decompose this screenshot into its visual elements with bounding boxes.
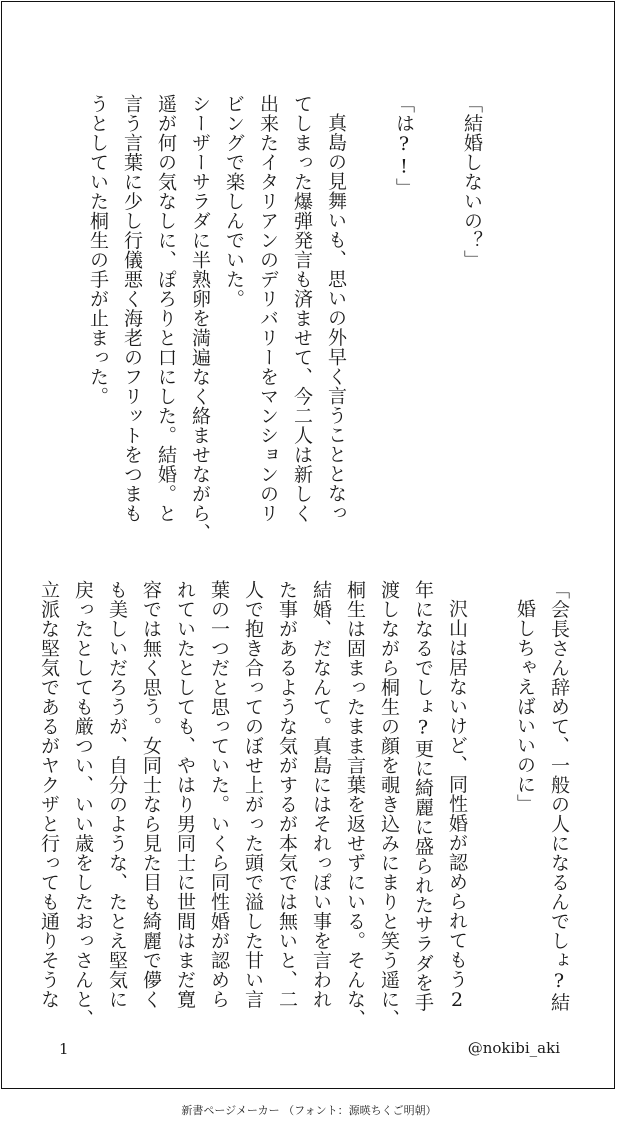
text-line: 沢山は居ないけど、同性婚が認められてもう2 bbox=[446, 599, 468, 1012]
footer-credit: 新書ページメーカー （フォント：源暎ちくご明朝） bbox=[181, 1104, 437, 1117]
text-line: れていたとしても、やはり男同士に世間はまだ寛 bbox=[174, 580, 196, 1009]
text-line: 「は?!」 bbox=[393, 94, 415, 198]
book-page bbox=[1, 1, 615, 1089]
blank-line bbox=[421, 94, 455, 534]
text-line: 「会長さん辞めて、一般の人になるんでしょ?結 bbox=[548, 580, 570, 1012]
text-block-bottom bbox=[32, 580, 576, 1029]
text-line: も美しいだろうが、自分のような、たとえ堅気に bbox=[106, 580, 128, 1009]
text-line: 戻ったとしても厳つい、いい歳をしたおっさんと、 bbox=[72, 580, 94, 1029]
blank-line bbox=[474, 580, 508, 1010]
text-line: シーザーサラダに半熟卵を満遍なく絡ませながら、 bbox=[189, 94, 211, 543]
text-line: 「結婚しないの？」 bbox=[461, 94, 483, 270]
text-line: 葉の一つだと思っていた。いくら同性婚が認めら bbox=[208, 580, 230, 1009]
text-line: 結婚、だなんて。真島にはそれっぽい事を言われ bbox=[310, 580, 332, 1009]
page-number: 1 bbox=[59, 1040, 69, 1058]
text-line: 年になるでしょ?更に綺麗に盛られたサラダを手 bbox=[412, 580, 434, 1012]
author-handle: @nokibi_aki bbox=[467, 1039, 560, 1057]
text-line: ビングで楽しんでいた。 bbox=[223, 94, 245, 309]
text-line: うとしていた桐生の手が止まった。 bbox=[87, 94, 109, 406]
text-line: 桐生は固まったまま言葉を返せずにいる。そんな、 bbox=[344, 580, 366, 1029]
text-line: 言う言葉に少し行儀悪く海老のフリットをつまも bbox=[121, 94, 143, 523]
text-line: た事があるような気がするが本気では無いと、二 bbox=[276, 580, 298, 1009]
text-line: 真島の見舞いも、思いの外早く言うこととなっ bbox=[325, 113, 347, 523]
text-line: てしまった爆弾発言も済ませて、今二人は新しく bbox=[291, 94, 313, 523]
text-line: 婚しちゃえばいいのに」 bbox=[514, 599, 536, 814]
text-line: 渡しながら桐生の顔を覗き込みにまりと笑う遥に、 bbox=[378, 580, 400, 1029]
text-line: 遥が何の気なしに、ぽろりと口にした。結婚。と bbox=[155, 94, 177, 523]
blank-line bbox=[353, 94, 387, 534]
text-block-top bbox=[81, 94, 489, 543]
text-line: 容では無く思う。女同士なら見た目も綺麗で儚く bbox=[140, 580, 162, 1009]
text-line: 立派な堅気であるがヤクザと行っても通りそうな bbox=[38, 580, 60, 1009]
text-line: 人で抱き合ってのぼせ上がった頭で溢した甘い言 bbox=[242, 580, 264, 1009]
text-line: 出来たイタリアンのデリバリーをマンションのリ bbox=[257, 94, 279, 523]
